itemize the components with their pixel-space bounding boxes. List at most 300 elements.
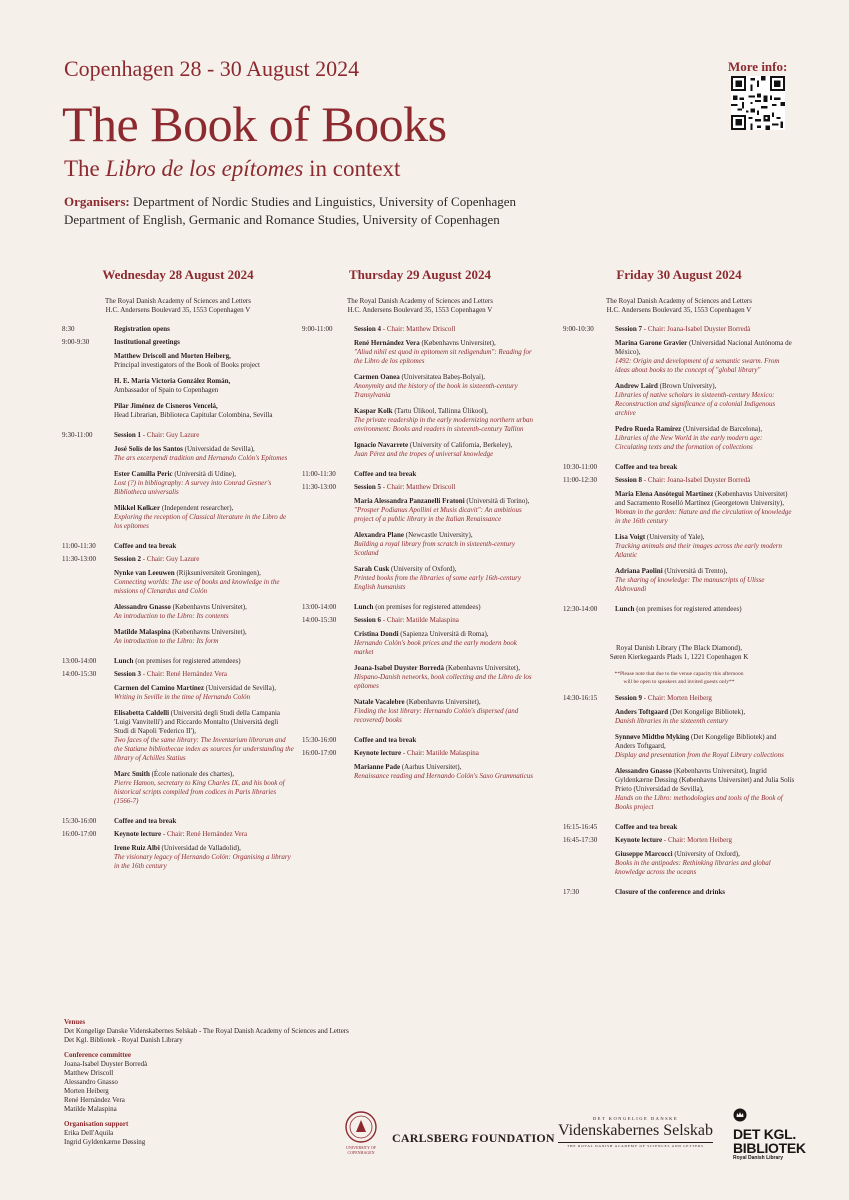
session-chair: - Chair: Matilde Malaspina bbox=[401, 749, 479, 757]
speaker-name: Ignacio Navarrete bbox=[354, 441, 409, 449]
time-slot: 9:00-10:30 bbox=[563, 325, 594, 333]
session-title: Keynote lecture bbox=[354, 749, 402, 757]
session-title: Coffee and tea break bbox=[114, 817, 177, 825]
day-column-wednesday bbox=[62, 267, 294, 882]
session-title: Keynote lecture bbox=[114, 830, 162, 838]
speaker-affiliation: (Universidad Nacional Autónoma de México), bbox=[615, 339, 792, 356]
talk-title: The visionary legacy of Hernando Colón: Organising a library in the 16th century bbox=[114, 853, 291, 870]
speaker-name: H. E. María Victoria González Román, bbox=[114, 377, 231, 385]
venue: The Royal Danish Academy of Sciences and Letters H.C. Andersens Boulevard 35, 1553 Copenhagen V bbox=[105, 297, 251, 314]
speaker-name: Synnøve Midtbø Myking bbox=[615, 733, 690, 741]
schedule-content bbox=[354, 603, 538, 612]
schedule-row bbox=[302, 749, 538, 788]
session-chair: - Chair: René Hernández Vera bbox=[161, 830, 248, 838]
seal-icon bbox=[344, 1110, 378, 1144]
session-heading bbox=[354, 603, 538, 612]
day-title: Friday 30 August 2024 bbox=[616, 267, 742, 282]
speaker-name: Marianne Pade bbox=[354, 763, 401, 771]
talk-speaker bbox=[114, 402, 294, 420]
session-title: Session 5 bbox=[354, 483, 382, 491]
schedule-content bbox=[615, 605, 795, 614]
talk-speaker bbox=[354, 441, 538, 450]
session-title: Session 1 bbox=[114, 431, 142, 439]
session-heading bbox=[354, 470, 538, 479]
session-title: Lunch bbox=[615, 605, 635, 613]
time-slot: 10:30-11:00 bbox=[563, 463, 597, 471]
speaker-name: Marina Garone Gravier bbox=[615, 339, 688, 347]
time-slot: 13:00-14:00 bbox=[302, 603, 337, 611]
session-heading bbox=[114, 670, 294, 679]
schedule-content bbox=[354, 325, 538, 466]
speaker-name: Maria Elena Ansótegui Martínez bbox=[615, 490, 714, 498]
schedule-row bbox=[563, 325, 795, 459]
talk bbox=[114, 709, 294, 763]
talk-speaker bbox=[615, 425, 795, 434]
talk-title: Exploring the reception of Classical literature in the Libro de los epítomes bbox=[114, 513, 287, 530]
schedule-row bbox=[62, 830, 294, 878]
talk-speaker bbox=[354, 565, 538, 574]
speaker-name: Lisa Voigt bbox=[615, 533, 646, 541]
speaker-affiliation: (Københavns Universitet), bbox=[170, 628, 247, 636]
speaker-affiliation: (École nationale des chartes), bbox=[149, 770, 234, 778]
schedule-content bbox=[114, 555, 294, 653]
session-title: Lunch bbox=[114, 657, 134, 665]
talk-speaker bbox=[354, 407, 538, 416]
schedule-content bbox=[615, 836, 795, 884]
talk bbox=[354, 565, 538, 592]
speaker-name: Pilar Jiménez de Cisneros Vencelá, bbox=[114, 402, 218, 410]
schedule-content bbox=[114, 431, 294, 538]
talk-speaker bbox=[615, 490, 795, 508]
royal-danish-library-logo: DET KGL. BIBLIOTEK Royal Danish Library bbox=[733, 1108, 806, 1161]
venue-line: Det Kongelige Danske Videnskabernes Selskab - The Royal Danish Academy of Sciences and Letters bbox=[64, 1027, 349, 1035]
talk bbox=[114, 844, 294, 871]
speaker-affiliation: (Università degli Studi della Campania 'Luigi Vanvitelli') and Riccardo Montalto (Università degli Studi di Napoli 'Federico II'), bbox=[114, 709, 281, 735]
session-note: (on premises for registered attendees) bbox=[634, 605, 742, 613]
talk-title: Writing in Seville in the time of Hernando Colón bbox=[114, 693, 251, 701]
videnskabernes-selskab-logo: DET KONGELIGE DANSKE Videnskabernes Selskab THE ROYAL DANISH ACADEMY OF SCIENCES AND LETTERS bbox=[558, 1116, 713, 1148]
talk bbox=[114, 352, 294, 370]
talk-title: The ars excerpendi tradition and Hernando Colón's Epítomes bbox=[114, 454, 288, 462]
talk-title: Hernando Colón's book prices and the early modern book market bbox=[354, 639, 517, 656]
speaker-affiliation: (Universidad de Barcelona), bbox=[681, 425, 763, 433]
day-title: Wednesday 28 August 2024 bbox=[102, 267, 254, 282]
speaker-name: Kaspar Kolk bbox=[354, 407, 393, 415]
speaker-affiliation: (Aarhus Universitet), bbox=[400, 763, 462, 771]
page-subtitle: The Libro de los epítomes in context bbox=[64, 156, 401, 181]
time-slot: 11:30-13:00 bbox=[62, 555, 96, 563]
time-slot: 12:30-14:00 bbox=[563, 605, 598, 613]
session-heading bbox=[114, 830, 294, 839]
time-slot: 11:00-11:30 bbox=[62, 542, 96, 550]
talk-title: Libraries of native scholars in sixteenth-century Mexico: Reconstruction and significance of a colonial Indigenous archive bbox=[615, 391, 776, 417]
speaker-affiliation: (University of Yale), bbox=[645, 533, 705, 541]
schedule-row bbox=[302, 616, 538, 732]
talk-title: Hands on the Libro: methodologies and tools of the Book of Books project bbox=[615, 794, 783, 811]
time-slot: 14:00-15:30 bbox=[302, 616, 337, 624]
session-heading bbox=[615, 325, 795, 334]
schedule-row bbox=[62, 325, 294, 334]
session-title: Closure of the conference and drinks bbox=[615, 888, 725, 896]
session-heading bbox=[114, 657, 294, 666]
schedule-row bbox=[62, 817, 294, 826]
talk-speaker bbox=[354, 630, 538, 639]
venues-title: Venues bbox=[64, 1018, 86, 1026]
time-slot: 15:30-16:00 bbox=[302, 736, 337, 744]
speaker-name: Irene Ruiz Albi bbox=[114, 844, 160, 852]
session-heading bbox=[354, 325, 538, 334]
schedule-content bbox=[114, 657, 294, 666]
session-heading bbox=[114, 555, 294, 564]
speaker-name: Elisabetta Caldelli bbox=[114, 709, 170, 717]
session-heading bbox=[354, 749, 538, 758]
speaker-name: Carmen del Camino Martínez bbox=[114, 684, 205, 692]
qr-code-icon[interactable] bbox=[731, 76, 785, 130]
schedule-row bbox=[62, 657, 294, 666]
speaker-affiliation: (University of Oxford), bbox=[389, 565, 457, 573]
session-chair: - Chair: Matthew Driscoll bbox=[381, 325, 456, 333]
talk-speaker bbox=[354, 531, 538, 540]
committee-member: Joana-Isabel Duyster Borredà bbox=[64, 1060, 148, 1068]
organisers: Organisers: Department of Nordic Studies and Linguistics, University of Copenhagen Department of English, Germanic and Romance Studies, University of Copenhagen bbox=[64, 194, 517, 227]
talk bbox=[615, 733, 795, 760]
talk-speaker bbox=[354, 497, 538, 506]
talk-speaker bbox=[114, 445, 294, 454]
talk bbox=[114, 445, 294, 463]
talk bbox=[354, 339, 538, 366]
schedule-row bbox=[302, 736, 538, 745]
speaker-affiliation: (Københavns Universitet), bbox=[443, 664, 520, 672]
talk-speaker bbox=[114, 770, 294, 779]
talk-speaker bbox=[615, 850, 795, 859]
session-chair: - Chair: Matilde Malaspina bbox=[381, 616, 459, 624]
schedule-content bbox=[114, 325, 294, 334]
schedule-row bbox=[563, 476, 795, 601]
session-title: Coffee and tea break bbox=[354, 736, 417, 744]
session-note: (on premises for registered attendees) bbox=[373, 603, 481, 611]
session-chair: - Chair: Joana-Isabel Duyster Borredà bbox=[642, 325, 751, 333]
speaker-affiliation: (Københavns Universitet), bbox=[404, 698, 481, 706]
speaker-name: Mikkel Kølkær bbox=[114, 504, 161, 512]
time-slot: 16:15-16:45 bbox=[563, 823, 598, 831]
support-member: Ingrid Gyldenkærne Døssing bbox=[64, 1138, 146, 1146]
speaker-name: Marc Smith bbox=[114, 770, 150, 778]
speaker-affiliation: (Independent researcher), bbox=[160, 504, 234, 512]
venue: The Royal Danish Academy of Sciences and Letters H.C. Andersens Boulevard 35, 1553 Copenhagen V bbox=[347, 297, 493, 314]
session-title: Lunch bbox=[354, 603, 374, 611]
day-column-thursday bbox=[302, 267, 538, 792]
speaker-name: Matthew Driscoll and Morten Heiberg, bbox=[114, 352, 231, 360]
carlsberg-foundation-logo: CARLSBERG FOUNDATION bbox=[392, 1131, 555, 1145]
venue-note: **Please note that due to the venue capacity this afternoon will be open to speakers and invited guests only** bbox=[614, 671, 744, 685]
talk-speaker bbox=[114, 844, 294, 853]
time-slot: 17:30 bbox=[563, 888, 579, 896]
session-title: Coffee and tea break bbox=[615, 823, 678, 831]
speaker-affiliation: Principal investigators of the Book of Books project bbox=[114, 361, 261, 369]
schedule-row bbox=[302, 470, 538, 479]
speaker-affiliation: (Rijksuniversiteit Groningen), bbox=[174, 569, 261, 577]
speaker-affiliation: (Tartu Ülikool, Tallinna Ülikool), bbox=[392, 407, 488, 415]
talk-speaker bbox=[615, 339, 795, 357]
speaker-name: Cristina Dondi bbox=[354, 630, 399, 638]
venue: The Royal Danish Academy of Sciences and Letters H.C. Andersens Boulevard 35, 1553 Copenhagen V bbox=[606, 297, 752, 314]
talk bbox=[615, 339, 795, 375]
schedule-row bbox=[62, 542, 294, 551]
schedule-content bbox=[354, 470, 538, 479]
speaker-affiliation: (Università di Trento), bbox=[662, 567, 728, 575]
schedule-row bbox=[62, 431, 294, 538]
talk-title: Printed books from the libraries of some early 16th-century English humanists bbox=[354, 574, 521, 591]
speaker-affiliation: (Det Kongelige Bibliotek), bbox=[668, 708, 746, 716]
speaker-affiliation: (Københavns Universitet) and Sacramento Roselló Martínez (Georgetown University), bbox=[615, 490, 788, 507]
speaker-affiliation: (Universitatea Babeș-Bolyai), bbox=[399, 373, 486, 381]
session-heading bbox=[615, 836, 795, 845]
time-slot: 8:30 bbox=[62, 325, 75, 333]
talk bbox=[615, 533, 795, 560]
event-date: Copenhagen 28 - 30 August 2024 bbox=[64, 56, 360, 81]
session-title: Session 4 bbox=[354, 325, 382, 333]
speaker-name: Andrew Laird bbox=[615, 382, 658, 390]
session-chair: - Chair: Morten Heiberg bbox=[662, 836, 732, 844]
speaker-affiliation: (University of Oxford), bbox=[672, 850, 740, 858]
talk-title: The private readership in the early modernizing northern urban environment: Books and readers in sixteenth-century Tallinn bbox=[354, 416, 534, 433]
talk bbox=[114, 628, 294, 646]
schedule-content bbox=[615, 823, 795, 832]
speaker-name: Ester Camilla Peric bbox=[114, 470, 173, 478]
session-heading bbox=[354, 616, 538, 625]
talk-title: Display and presentation from the Royal Library collections bbox=[615, 751, 784, 759]
session-chair: - Chair: Matthew Driscoll bbox=[381, 483, 456, 491]
session-note: (on premises for registered attendees) bbox=[133, 657, 241, 665]
speaker-name: Adriana Paolini bbox=[615, 567, 663, 575]
session-title: Keynote lecture bbox=[615, 836, 663, 844]
talk bbox=[114, 569, 294, 596]
talk-speaker bbox=[114, 470, 294, 479]
talk bbox=[615, 490, 795, 526]
speaker-name: Alexandra Plane bbox=[354, 531, 404, 539]
speaker-name: José Solís de los Santos bbox=[114, 445, 183, 453]
talk-speaker bbox=[354, 763, 538, 772]
speaker-affiliation: (Universidad de Sevilla), bbox=[182, 445, 255, 453]
talk-speaker bbox=[114, 504, 294, 513]
talk bbox=[354, 373, 538, 400]
university-copenhagen-logo: UNIVERSITY OF COPENHAGEN bbox=[338, 1110, 384, 1155]
schedule-content bbox=[354, 749, 538, 788]
speaker-affiliation: (Sapienza Università di Roma), bbox=[398, 630, 489, 638]
committee-member: Matilde Malaspina bbox=[64, 1105, 117, 1113]
schedule-content bbox=[114, 830, 294, 878]
talk-title: Pierre Hamon, secretary to King Charles IX, and his book of historical scripts compiled from codices in Paris libraries (1566-7) bbox=[114, 779, 285, 805]
talk bbox=[354, 763, 538, 781]
session-heading bbox=[615, 823, 795, 832]
talk-title: Juan Pérez and the tropes of universal knowledge bbox=[354, 450, 494, 458]
talk bbox=[354, 407, 538, 434]
time-slot: 16:00-17:00 bbox=[302, 749, 337, 757]
talk-title: Libraries of the New World in the early modern age: Circulating texts and the formation of collections bbox=[615, 434, 763, 451]
talk bbox=[354, 698, 538, 725]
speaker-name: Joana-Isabel Duyster Borredà bbox=[354, 664, 444, 672]
page-title: The Book of Books bbox=[62, 96, 447, 152]
session-heading bbox=[114, 338, 294, 347]
talk bbox=[615, 767, 795, 812]
schedule-content bbox=[114, 542, 294, 551]
crown-icon bbox=[733, 1108, 747, 1122]
session-heading bbox=[615, 694, 795, 703]
time-slot: 11:30-13:00 bbox=[302, 483, 336, 491]
talk-speaker bbox=[354, 373, 538, 382]
footer bbox=[64, 1018, 349, 1147]
talk-speaker bbox=[615, 708, 795, 717]
speaker-affiliation: (Det Kongelige Bibliotek) and Anders Toftgaard, bbox=[615, 733, 777, 750]
time-slot: 11:00-12:30 bbox=[563, 476, 597, 484]
session-heading bbox=[114, 431, 294, 440]
speaker-affiliation: (University of California, Berkeley), bbox=[408, 441, 513, 449]
time-slot: 15:30-16:00 bbox=[62, 817, 97, 825]
talk-speaker bbox=[354, 664, 538, 673]
committee-member: Alessandro Gnasso bbox=[64, 1078, 118, 1086]
talk bbox=[615, 382, 795, 418]
speaker-name: René Hernández Vera bbox=[354, 339, 420, 347]
more-info-label: More info: bbox=[728, 59, 788, 74]
talk-speaker bbox=[114, 603, 294, 612]
schedule-content bbox=[354, 736, 538, 745]
talk-speaker bbox=[615, 567, 795, 576]
talk-title: Connecting worlds: The use of books and knowledge in the missions of Clenardus and Colón bbox=[114, 578, 280, 595]
session-chair: - Chair: Guy Lazure bbox=[141, 431, 200, 439]
session-chair: - Chair: Joana-Isabel Duyster Borredà bbox=[642, 476, 751, 484]
session-title: Session 6 bbox=[354, 616, 382, 624]
session-heading bbox=[615, 605, 795, 614]
talk-speaker bbox=[114, 628, 294, 637]
schedule-row bbox=[563, 463, 795, 472]
committee-member: Matthew Driscoll bbox=[64, 1069, 114, 1077]
talk bbox=[615, 708, 795, 726]
speaker-affiliation: (Universidad de Sevilla), bbox=[204, 684, 276, 692]
session-title: Session 2 bbox=[114, 555, 142, 563]
support-title: Organisation support bbox=[64, 1120, 129, 1128]
talk bbox=[354, 441, 538, 459]
speaker-name: Natale Vacalebre bbox=[354, 698, 405, 706]
time-slot: 9:30-11:00 bbox=[62, 431, 93, 439]
schedule-row bbox=[563, 836, 795, 884]
schedule-content bbox=[114, 817, 294, 826]
speaker-name: Alessandro Gnasso bbox=[114, 603, 171, 611]
schedule-content bbox=[615, 463, 795, 472]
talk-title: "Aliud nihil est quod in epitomem sit redigendum": Reading for the Libro de los epítomes bbox=[354, 348, 532, 365]
talk-speaker bbox=[114, 569, 294, 578]
talk bbox=[114, 402, 294, 420]
session-heading bbox=[615, 476, 795, 485]
schedule-content bbox=[615, 476, 795, 601]
talk-title: Finding the lost library: Hernando Colón's dispersed (and recovered) books bbox=[354, 707, 519, 724]
talk bbox=[114, 770, 294, 806]
session-heading bbox=[114, 817, 294, 826]
talk-title: Lost (?) in bibliography: A survey into Conrad Gesner's Bibliotheca universalis bbox=[114, 479, 272, 496]
time-slot: 16:45-17:30 bbox=[563, 836, 598, 844]
speaker-name: Alessandro Gnasso bbox=[615, 767, 672, 775]
talk-speaker bbox=[114, 352, 294, 370]
speaker-name: Anders Toftgaard bbox=[615, 708, 669, 716]
speaker-name: Nynke van Leeuwen bbox=[114, 569, 175, 577]
speaker-affiliation: (Università di Torino), bbox=[464, 497, 530, 505]
committee-member: Morten Heiberg bbox=[64, 1087, 109, 1095]
speaker-affiliation: (Universidad de Valladolid), bbox=[159, 844, 241, 852]
talk-speaker bbox=[114, 684, 294, 693]
speaker-name: Maria Alessandra Panzanelli Fratoni bbox=[354, 497, 465, 505]
schedule-content bbox=[114, 338, 294, 427]
talk bbox=[114, 504, 294, 531]
session-title: Coffee and tea break bbox=[354, 470, 417, 478]
speaker-name: Giuseppe Marcocci bbox=[615, 850, 673, 858]
support-member: Erika Dell'Aquila bbox=[64, 1129, 114, 1137]
talk-speaker bbox=[114, 377, 294, 395]
talk-title: Woman in the garden: Nature and the circulation of knowledge in the 16th century bbox=[615, 508, 792, 525]
session-heading bbox=[354, 483, 538, 492]
schedule-content bbox=[354, 483, 538, 599]
session-title: Session 7 bbox=[615, 325, 643, 333]
schedule-row bbox=[563, 694, 795, 819]
session-heading bbox=[354, 736, 538, 745]
talk bbox=[354, 497, 538, 524]
schedule-content bbox=[354, 616, 538, 732]
schedule-row bbox=[563, 605, 795, 614]
talk-speaker bbox=[615, 733, 795, 751]
schedule-row bbox=[302, 325, 538, 466]
talk-speaker bbox=[615, 767, 795, 794]
talk-speaker bbox=[615, 382, 795, 391]
talk-title: Books in the antipodes: Rethinking libraries and global knowledge across the oceans bbox=[615, 859, 771, 876]
session-title: Session 3 bbox=[114, 670, 142, 678]
schedule-content bbox=[615, 325, 795, 459]
talk-title: Building a royal library from scratch in sixteenth-century Scotland bbox=[354, 540, 516, 557]
schedule-row bbox=[302, 603, 538, 612]
talk bbox=[114, 603, 294, 621]
session-heading bbox=[114, 542, 294, 551]
speaker-affiliation: Head Librarian, Biblioteca Capitular Colombina, Sevilla bbox=[114, 411, 273, 419]
session-title: Coffee and tea break bbox=[615, 463, 678, 471]
talk-title: Hispano-Danish networks, book collecting and the Libro de los epítomes bbox=[354, 673, 532, 690]
speaker-affiliation: (Københavns Universitet), bbox=[419, 339, 496, 347]
talk bbox=[354, 531, 538, 558]
session-chair: - Chair: Morten Heiberg bbox=[642, 694, 712, 702]
speaker-affiliation: (Università di Udine), bbox=[172, 470, 236, 478]
schedule-row bbox=[62, 338, 294, 427]
day-title: Thursday 29 August 2024 bbox=[349, 267, 491, 282]
talk-speaker bbox=[114, 709, 294, 736]
session-heading bbox=[615, 463, 795, 472]
talk bbox=[615, 425, 795, 452]
talk bbox=[114, 377, 294, 395]
session-heading bbox=[114, 325, 294, 334]
venue-afternoon: Royal Danish Library (The Black Diamond), Søren Kierkegaards Plads 1, 1221 Copenhagen K bbox=[609, 644, 749, 661]
speaker-affiliation: (Newcastle University), bbox=[403, 531, 473, 539]
talk-speaker bbox=[354, 339, 538, 348]
schedule-content bbox=[615, 888, 795, 897]
time-slot: 14:00-15:30 bbox=[62, 670, 97, 678]
schedule-row bbox=[62, 670, 294, 813]
session-title: Institutional greetings bbox=[114, 338, 180, 346]
talk bbox=[114, 684, 294, 702]
speaker-name: Sarah Cusk bbox=[354, 565, 390, 573]
schedule-row bbox=[563, 823, 795, 832]
venue-line: Det Kgl. Bibliotek - Royal Danish Library bbox=[64, 1036, 183, 1044]
talk bbox=[354, 664, 538, 691]
speaker-name: Carmen Oanea bbox=[354, 373, 400, 381]
session-title: Session 8 bbox=[615, 476, 643, 484]
talk-title: "Prosper Podianus Apollini et Musis dicavit": An ambitious project of a public library in the Italian Renaissance bbox=[354, 506, 522, 523]
talk bbox=[615, 850, 795, 877]
speaker-affiliation: Ambassador of Spain to Copenhagen bbox=[114, 386, 219, 394]
